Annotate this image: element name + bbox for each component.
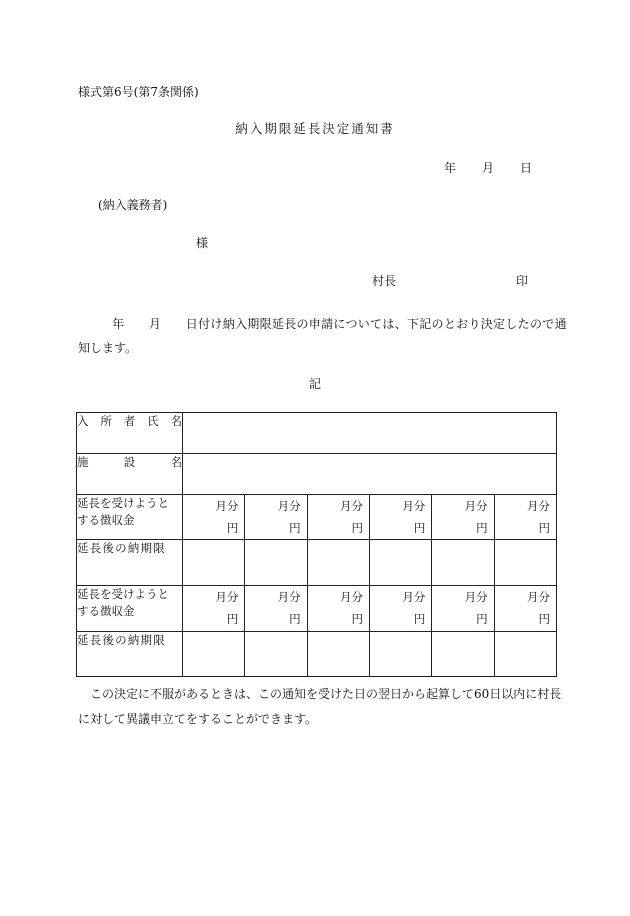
month-label: 月分 [339, 499, 363, 513]
month-label: 月分 [402, 499, 426, 513]
recipient-honorific: 様 [196, 236, 209, 250]
deadline-cell[interactable] [245, 632, 307, 677]
deadline-cell[interactable] [183, 632, 245, 677]
month-label: 月分 [215, 499, 239, 513]
fee-cell[interactable] [494, 586, 556, 632]
yen-label: 円 [351, 611, 363, 626]
month-label: 月分 [277, 590, 301, 604]
resident-name-field[interactable] [183, 413, 557, 454]
deadline-cell[interactable] [369, 632, 431, 677]
month-label: 月分 [402, 590, 426, 604]
date-day: 日 [520, 161, 533, 175]
label-fee-1-line1: 延長を受けようと [77, 496, 169, 510]
month-label: 月分 [527, 499, 550, 513]
fee-cell[interactable] [494, 495, 556, 540]
issue-date [444, 162, 532, 174]
seal-mark: 印 [516, 274, 529, 288]
fee-cell[interactable] [369, 586, 431, 632]
yen-label: 円 [289, 520, 301, 535]
label-fee-2 [77, 586, 183, 632]
label-facility-name: 施設名 [77, 454, 183, 495]
fee-cell[interactable] [432, 495, 494, 540]
fee-cell[interactable] [183, 495, 245, 540]
fee-cell[interactable] [369, 495, 431, 540]
fee-cell[interactable] [183, 586, 245, 632]
label-fee-1-line2: する徴収金 [77, 513, 135, 527]
form-number: 様式第6号(第7条関係) [78, 85, 199, 99]
deadline-cell[interactable] [307, 632, 369, 677]
facility-name-field[interactable] [183, 454, 557, 495]
label-fee-2-line2: する徴収金 [77, 604, 135, 618]
yen-label: 円 [476, 611, 488, 626]
fee-cell[interactable] [307, 586, 369, 632]
yen-label: 円 [226, 611, 239, 626]
fee-cell[interactable] [432, 586, 494, 632]
yen-label: 円 [413, 520, 426, 535]
document-title: 納入期限延長決定通知書 [235, 121, 395, 136]
deadline-cell[interactable] [369, 540, 431, 586]
month-label: 月分 [215, 590, 239, 604]
table-row-fee-1 [77, 495, 557, 540]
table-row-resident [77, 413, 557, 454]
appeal-notice-line2: に対して異議申立てをすることができます。 [78, 712, 318, 726]
sender-mayor: 村長 [372, 274, 397, 288]
deadline-cell[interactable] [494, 632, 556, 677]
label-fee-1 [77, 495, 183, 540]
recipient-label: (納入義務者) [98, 198, 168, 212]
label-deadline-2: 延長後の納期限 [77, 632, 183, 677]
date-year: 年 [444, 161, 457, 175]
deadline-cell[interactable] [432, 540, 494, 586]
table-row-deadline-2 [77, 632, 557, 677]
yen-label: 円 [538, 520, 550, 535]
deadline-cell[interactable] [432, 632, 494, 677]
yen-label: 円 [476, 520, 488, 535]
deadline-cell[interactable] [183, 540, 245, 586]
month-label: 月分 [527, 590, 550, 604]
table-row-deadline-1 [77, 540, 557, 586]
month-label: 月分 [339, 590, 363, 604]
label-fee-2-line1: 延長を受けようと [77, 587, 169, 601]
details-table [76, 412, 557, 677]
deadline-cell[interactable] [494, 540, 556, 586]
label-resident-name: 入所者氏名 [77, 413, 183, 454]
yen-label: 円 [289, 611, 301, 626]
month-label: 月分 [277, 499, 301, 513]
month-label: 月分 [464, 499, 488, 513]
table-row-facility [77, 454, 557, 495]
deadline-cell[interactable] [245, 540, 307, 586]
label-deadline-1: 延長後の納期限 [77, 540, 183, 586]
fee-cell[interactable] [245, 586, 307, 632]
table-row-fee-2 [77, 586, 557, 632]
deadline-cell[interactable] [307, 540, 369, 586]
yen-label: 円 [351, 520, 363, 535]
body-text-line2: 知します。 [78, 341, 138, 355]
fee-cell[interactable] [245, 495, 307, 540]
date-month: 月 [482, 161, 495, 175]
ki-heading: 記 [308, 377, 321, 391]
yen-label: 円 [538, 611, 550, 626]
fee-cell[interactable] [307, 495, 369, 540]
yen-label: 円 [413, 611, 426, 626]
body-text-line1: 年 月 日付け納入期限延長の申請については、下記のとおり決定したので通 [112, 317, 567, 331]
appeal-notice-line1: この決定に不服があるときは、この通知を受けた日の翌日から起算して60日以内に村長 [90, 687, 562, 701]
month-label: 月分 [464, 590, 488, 604]
yen-label: 円 [226, 520, 239, 535]
